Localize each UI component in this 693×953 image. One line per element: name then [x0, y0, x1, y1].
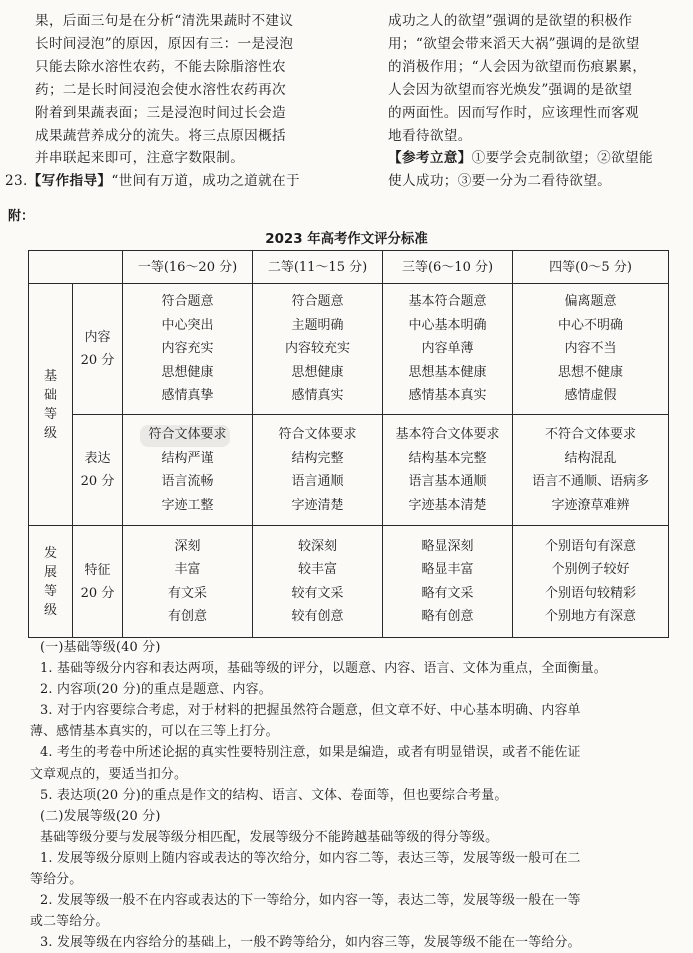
note-line: 薄、感情基本真实的，可以在三等上打分。: [30, 724, 279, 740]
header-grade-2: 二等(11～15 分): [253, 251, 383, 284]
text-line: 只能去除水溶性农药，不能去除脂溶性农: [35, 58, 286, 75]
header-grade-4: 四等(0～5 分): [513, 251, 669, 284]
expression-cell-grade-2: [253, 415, 383, 526]
expression-label-points: 20 分: [80, 474, 115, 489]
expression-cell-grade-4: [513, 415, 669, 526]
criteria-item: 略显深刻: [421, 538, 474, 554]
criteria-item: 结构基本完整: [408, 450, 487, 466]
criteria-item: 感情真挚: [161, 388, 214, 404]
criteria-item: 感情真实: [291, 388, 344, 404]
content-label-name: 内容: [84, 330, 111, 345]
criteria-item: 较深刻: [297, 538, 337, 554]
note-line: 4. 考生的考卷中所述论据的真实性要特别注意，如果是编造，或者有明显错误，或者不能佐证: [40, 745, 581, 761]
criteria-item: 不符合文体要求: [544, 427, 636, 442]
criteria-item: 深刻: [174, 538, 201, 554]
criteria-item: 有文采: [167, 585, 207, 601]
vertical-char: 级: [43, 602, 57, 618]
content-row: [29, 284, 669, 415]
text-line: 地看待欲望。: [388, 127, 472, 144]
criteria-item: 内容较充实: [284, 341, 350, 357]
note-line: 1. 基础等级分内容和表达两项，基础等级的评分，以题意、内容、语言、文体为重点，全面衡量。: [40, 661, 607, 677]
criteria-item: 结构严谨: [161, 450, 214, 466]
criteria-item: 符合题意: [291, 294, 344, 310]
note-line: 5. 表达项(20 分)的重点是作文的结构、语言、文体、卷面等，但也要综合考量。: [40, 787, 508, 803]
expression-label: [73, 415, 123, 526]
criteria-item: 较丰富: [297, 562, 337, 577]
feature-label-name: 特征: [84, 562, 111, 578]
section-title: (二)发展等级(20 分): [40, 808, 161, 824]
text-line: 果，后面三句是在分析“清洗果蔬时不建议: [35, 13, 294, 29]
note-line: 等给分。: [30, 872, 83, 888]
criteria-item: 略有创意: [421, 609, 474, 624]
content-cell-grade-2: [253, 284, 383, 415]
criteria-item: 符合文体要求: [148, 427, 227, 442]
feature-label: [73, 526, 123, 638]
right-text-column: [388, 10, 678, 193]
criteria-item: 有创意: [167, 609, 207, 624]
criteria-item: 思想基本健康: [408, 364, 487, 380]
section-title: (一)基础等级(40 分): [40, 640, 161, 655]
note-line: 1. 发展等级分原则上随内容或表达的等次给分，如内容二等，表达三等，发展等级一般可在二: [40, 850, 581, 866]
criteria-item: 内容不当: [564, 341, 617, 357]
question-23-line: [5, 170, 353, 193]
text-line: 的两面性。因而写作时，应该理性而客观: [388, 104, 639, 121]
criteria-item: 语言基本通顺: [408, 474, 487, 489]
question-text: “世间有万道，成功之道就在于: [111, 173, 300, 190]
text-line: 附着到果蔬表面；三是浸泡时间过长会造: [35, 104, 286, 121]
vertical-char: 等: [43, 583, 57, 599]
text-line: 成功之人的欲望”强调的是欲望的积极作: [388, 13, 633, 29]
note-line: 3. 发展等级在内容给分的基础上，一般不跨等给分，如内容三等，发展等级不能在一等给分。: [40, 935, 581, 951]
feature-row: [29, 526, 669, 638]
content-cell-grade-3: [383, 284, 513, 415]
appendix-label: 附：: [8, 209, 35, 224]
criteria-item: 感情虚假: [564, 388, 617, 404]
basic-level-vertical-text: [29, 367, 72, 443]
criteria-item: 内容单薄: [421, 341, 474, 357]
criteria-item: 丰富: [174, 562, 201, 577]
criteria-item: 基本符合文体要求: [395, 427, 500, 442]
text-line: 的消极作用；“人会因为欲望而伤痕累累，: [388, 58, 647, 75]
text-line: 药；二是长时间浸泡会使水溶性农药再次: [35, 81, 286, 98]
criteria-item: 个别语句较精彩: [544, 585, 636, 601]
text-line: 长时间浸泡”的原因，原因有三：一是浸泡: [35, 35, 294, 52]
development-level-label: [29, 526, 73, 638]
feature-label-points: 20 分: [80, 585, 115, 601]
criteria-item: 字迹清楚: [291, 497, 344, 513]
criteria-item: 主题明确: [291, 317, 344, 333]
criteria-item: 思想健康: [161, 364, 214, 380]
criteria-item: 偏离题意: [564, 294, 617, 310]
criteria-item: 结构混乱: [564, 450, 617, 466]
scoring-rubric-table: [28, 250, 669, 638]
header-blank-cell: [29, 251, 123, 284]
criteria-item: 基本符合题意: [408, 294, 487, 310]
feature-cell-grade-3: [383, 526, 513, 638]
writing-guide-tag: 【写作指导】: [27, 173, 112, 190]
vertical-char: 等: [43, 406, 57, 422]
criteria-item: 较有文采: [291, 585, 344, 601]
text-line: 人会因为欲望而容光焕发”强调的是欲望: [388, 81, 633, 98]
header-grade-1: 一等(16～20 分): [123, 251, 253, 284]
content-label-points: 20 分: [80, 353, 115, 368]
question-number: 23.: [5, 173, 28, 190]
vertical-char: 发: [43, 545, 57, 561]
vertical-char: 础: [43, 387, 57, 403]
note-line: 2. 发展等级一般不在内容或表达的下一等给分，如内容一等，表达二等，发展等级一般在一等: [40, 893, 581, 909]
header-grade-3: 三等(6～10 分): [383, 251, 513, 284]
feature-cell-grade-1: [123, 526, 253, 638]
vertical-char: 基: [43, 368, 57, 384]
criteria-item: 略有文采: [421, 585, 474, 601]
criteria-item: 思想健康: [291, 364, 344, 380]
criteria-item: 个别地方有深意: [544, 609, 636, 624]
criteria-item: 较有创意: [291, 609, 344, 624]
note-line: 文章观点的，要适当扣分。: [30, 766, 188, 782]
note-line: 或二等给分。: [30, 914, 109, 930]
criteria-item: 结构完整: [291, 450, 344, 466]
criteria-item: 略显丰富: [421, 562, 474, 577]
text-line: 使人成功；③要一分为二看待欲望。: [388, 173, 612, 190]
criteria-item: 语言不通顺、语病多: [531, 474, 649, 489]
text-line: 用；“欲望会带来滔天大祸”强调的是欲望: [388, 35, 640, 52]
scan-smudge: [140, 425, 230, 447]
criteria-item: 语言流畅: [161, 474, 214, 489]
note-line: 基础等级分要与发展等级分相匹配，发展等级分不能跨越基础等级的得分等级。: [40, 829, 499, 845]
content-cell-grade-1: [123, 284, 253, 415]
criteria-item: 中心基本明确: [408, 317, 487, 333]
scoring-notes: [10, 637, 678, 953]
expression-cell-grade-3: [383, 415, 513, 526]
criteria-item: 个别语句有深意: [544, 538, 636, 554]
criteria-item: 中心突出: [161, 317, 214, 333]
feature-cell-grade-2: [253, 526, 383, 638]
criteria-item: 符合题意: [161, 294, 214, 310]
vertical-char: 展: [43, 564, 57, 580]
feature-cell-grade-4: [513, 526, 669, 638]
content-label: [73, 284, 123, 415]
criteria-item: 思想不健康: [557, 364, 623, 380]
content-cell-grade-4: [513, 284, 669, 415]
criteria-item: 字迹工整: [161, 497, 214, 513]
criteria-item: 个别例子较好: [551, 562, 630, 577]
left-text-column: [5, 10, 353, 193]
reference-text: ①要学会克制欲望；②欲望能: [471, 150, 653, 167]
note-line: 3. 对于内容要综合考虑，对于材料的把握虽然符合题意，但文章不好、中心基本明确、内容单: [40, 703, 581, 719]
expression-row: [29, 415, 669, 526]
reference-tag: 【参考立意】: [388, 150, 472, 167]
basic-level-label: [29, 284, 73, 526]
criteria-item: 字迹潦草难辨: [551, 497, 630, 513]
criteria-item: 语言通顺: [291, 474, 344, 489]
text-line: 并串联起来即可，注意字数限制。: [35, 150, 245, 167]
text-line: 成果蔬营养成分的流失。将三点原因概括: [35, 127, 286, 144]
criteria-item: 感情基本真实: [408, 388, 487, 404]
development-level-vertical-text: [29, 544, 72, 620]
criteria-item: 符合文体要求: [278, 427, 357, 442]
reference-line: [388, 147, 678, 170]
table-title: 2023 年高考作文评分标准: [265, 232, 428, 247]
header-row: [29, 251, 669, 284]
criteria-item: 中心不明确: [557, 317, 623, 333]
note-line: 2. 内容项(20 分)的重点是题意、内容。: [40, 682, 272, 698]
criteria-item: 内容充实: [161, 341, 214, 357]
expression-label-name: 表达: [84, 451, 111, 466]
vertical-char: 级: [43, 425, 57, 441]
criteria-item: 字迹基本清楚: [408, 497, 487, 513]
